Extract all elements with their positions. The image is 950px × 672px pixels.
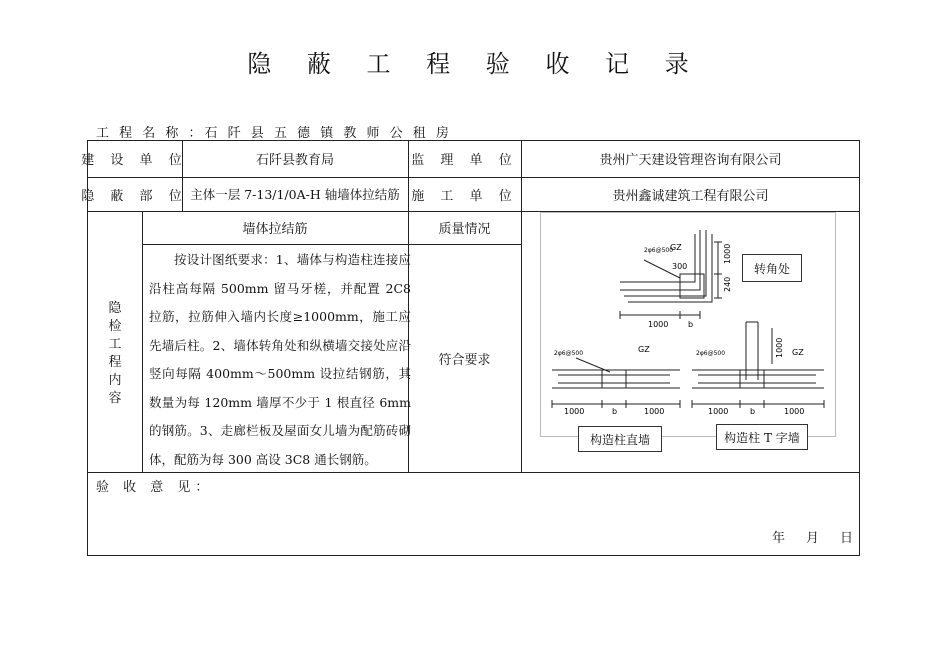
t-wall-label-box: 构造柱 T 字墙 [716, 424, 808, 450]
dim-b-text: b [688, 320, 694, 329]
rebar-diagram-svg [540, 212, 836, 437]
quality-result: 符合要求 [438, 352, 491, 368]
side-char: 工 [108, 337, 122, 352]
dim-1000-vertical-text: 1000 [723, 243, 732, 264]
dim-240-text: 240 [723, 276, 732, 292]
side-char: 容 [108, 391, 122, 406]
inspection-side-label [100, 300, 130, 408]
date-month: 月 [806, 531, 820, 546]
supervision-unit-label: 监 理 单 位 [411, 153, 518, 168]
column-divider [142, 211, 143, 472]
straight-wall-label-box: 构造柱直墙 [578, 426, 662, 452]
contractor-label: 施 工 单 位 [411, 188, 518, 204]
dim-1000-vertical-text: 1000 [775, 337, 784, 358]
dim-1000-text: 1000 [708, 407, 729, 416]
acceptance-label: 验 收 意 见： [96, 480, 214, 495]
supervision-unit-value: 贵州广天建设管理咨询有限公司 [599, 153, 782, 168]
side-char: 检 [108, 319, 122, 334]
side-char: 隐 [108, 301, 122, 316]
rebar-note-text: 2φ6@500 [644, 247, 674, 254]
document-title: 隐 蔽 工 程 验 收 记 录 [247, 50, 703, 78]
gz-mark-text: GZ [792, 348, 804, 357]
dim-300-text: 300 [672, 262, 688, 271]
date-day: 日 [840, 531, 854, 546]
dim-1000-text: 1000 [784, 407, 805, 416]
dim-1000-text: 1000 [644, 407, 665, 416]
side-char: 程 [108, 355, 122, 370]
construction-unit-label: 建 设 单 位 [81, 153, 188, 168]
dim-b-text: b [750, 407, 756, 416]
rebar-note-text: 2φ6@500 [554, 350, 584, 357]
dim-b-text: b [612, 407, 618, 416]
content-header: 墙体拉结筋 [242, 222, 308, 237]
gz-mark-text: GZ [638, 345, 650, 354]
side-char: 内 [108, 373, 122, 388]
hidden-part-value: 主体一层 7-13/1/0A-H 轴墙体拉结筋 [190, 187, 400, 202]
corner-label-box: 转角处 [742, 254, 802, 282]
construction-unit-value: 石阡县教育局 [255, 153, 334, 168]
quality-header: 质量情况 [438, 222, 491, 237]
date-year: 年 [772, 531, 786, 546]
rebar-note-text: 2φ6@500 [696, 350, 726, 357]
contractor-value: 贵州鑫诚建筑工程有限公司 [612, 188, 769, 204]
dim-1000-text: 1000 [564, 407, 585, 416]
inspection-description: 按设计图纸要求：1、墙体与构造柱连接应沿柱高每隔 500mm 留马牙槎，并配置 2C8 拉筋，拉筋伸入墙内长度≥1000mm，施工应先墙后柱。2、墙体转角处和纵横墙交接处应沿竖向每隔 400mm～500mm 设拉结钢筋，其数量为每 120mm 墙厚不少于 1 根直径 6mm 的钢筋。3、走廊栏板及屋面女儿墙为配筋砖砌体，配筋为每 300 高设 3C8 通长钢筋。 [149, 252, 411, 467]
project-name: 工 程 名 称 ：石 阡 县 五 德 镇 教 师 公 租 房 [96, 126, 452, 141]
hidden-part-label: 隐 蔽 部 位 [81, 188, 188, 204]
rebar-detail-drawing [540, 212, 836, 447]
dim-1000-text: 1000 [648, 320, 669, 329]
gz-mark-text: GZ [670, 243, 682, 252]
